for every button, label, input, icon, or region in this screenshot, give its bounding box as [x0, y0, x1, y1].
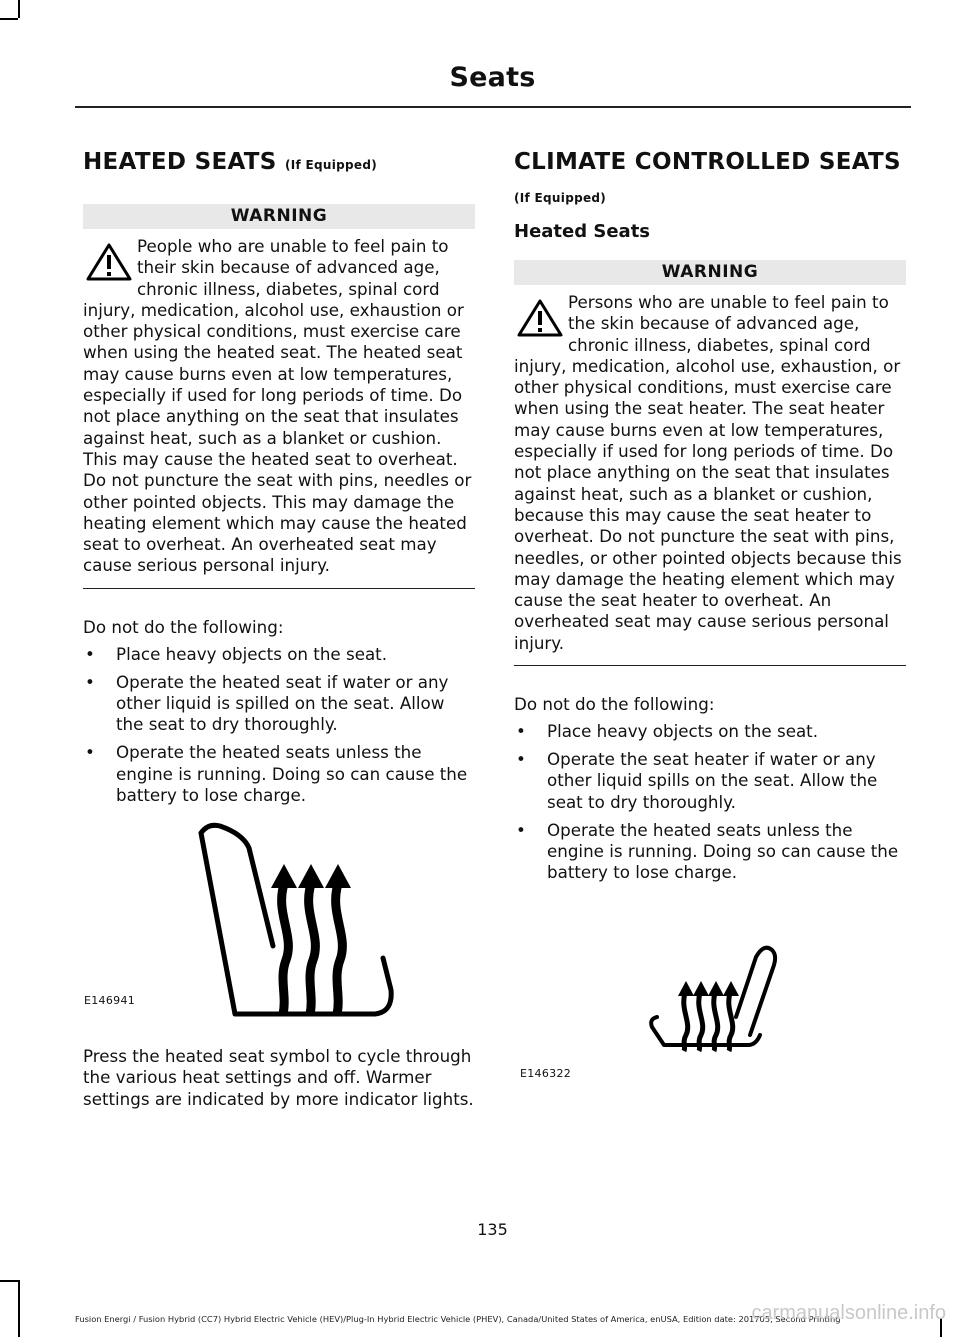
bullet-mark: • [516, 721, 526, 742]
warning-box [83, 236, 475, 589]
intro-text: Do not do the following: [83, 616, 284, 637]
heated-seat-figure [83, 818, 475, 1028]
intro-text: Do not do the following: [514, 694, 715, 715]
figure-label: E146322 [520, 1067, 572, 1081]
heated-seat-icon [83, 818, 475, 1028]
watermark: carmanualsonline.info [751, 1302, 946, 1324]
section-qualifier: (If Equipped) [284, 158, 378, 172]
footer-text: Fusion Energi / Fusion Hybrid (CC7) Hybrid Electric Vehicle (HEV)/Plug-In Hybrid Electric Vehicle (PHEV), Canada/United States of America, enUSA, Edition date: 201705, Second Printing [75, 1314, 841, 1324]
crop-mark [18, 1280, 20, 1337]
section-qualifier: (If Equipped) [514, 191, 607, 205]
bullet-list [83, 644, 475, 806]
list-item: • Operate the heated seats unless the engine is running. Doing so can cause the battery to lose charge. [85, 742, 468, 805]
instruction-text: Press the heated seat symbol to cycle through the various heat settings and off. Warmer settings are indicated by more indicator lights. [83, 1046, 474, 1109]
bullet-mark: • [85, 742, 95, 763]
warning-text: People who are unable to feel pain to their skin because of advanced age, chronic illness, diabetes, spinal cord injury, medication, alcohol use, exhaustion or other physical conditions, must exercise care when using the heated seat. The heated seat may cause burns even at low temperatures, especially if used for long periods of time. Do not place anything on the seat that insulates against heat, such as a blanket or cushion. This may cause the heated seat to overheat. Do not puncture the seat with pins, needles or other pointed objects. This may damage the heating element which may cause the heated seat to overheat. An overheated seat may cause serious personal injury. [83, 236, 472, 576]
warning-triangle-icon [514, 298, 566, 338]
bullet-mark: • [516, 749, 526, 770]
crop-mark [0, 1280, 18, 1282]
warning-header: WARNING [514, 260, 906, 285]
climate-seat-figure [514, 895, 906, 1100]
section-title-text: HEATED SEATS [83, 149, 277, 175]
bullet-list [514, 721, 906, 883]
bullet-mark: • [85, 644, 95, 665]
crop-mark [18, 0, 20, 18]
list-item: • Place heavy objects on the seat. [516, 721, 819, 742]
warning-box [514, 292, 906, 666]
figure-label: E146941 [84, 994, 136, 1008]
heated-seat-icon [514, 895, 906, 1100]
section-title: CLIMATE CONTROLLED SEATS [514, 149, 901, 175]
header-divider [75, 106, 911, 108]
list-item: • Place heavy objects on the seat. [85, 644, 388, 665]
list-item: • Operate the seat heater if water or any other liquid spills on the seat. Allow the seat to dry thoroughly. [516, 749, 878, 812]
page-number: 135 [477, 1220, 508, 1239]
warning-header: WARNING [83, 204, 475, 229]
crop-mark [0, 18, 18, 20]
subsection-title: Heated Seats [514, 221, 651, 242]
list-item: • Operate the heated seat if water or any other liquid is spilled on the seat. Allow the seat to dry thoroughly. [85, 671, 449, 735]
warning-triangle-icon [83, 242, 135, 282]
page-title: Seats [449, 62, 536, 93]
left-column [83, 147, 475, 1110]
bullet-mark: • [85, 671, 95, 692]
list-item: • Operate the heated seats unless the engine is running. Doing so can cause the battery to lose charge. [516, 819, 899, 883]
warning-text: Persons who are unable to feel pain to the skin because of advanced age, chronic illness, diabetes, spinal cord injury, medication, alcohol use, exhaustion, or other physical conditions, must exercise care when using the seat heater. The seat heater may cause burns even at low temperatures, especially if used for long periods of time. Do not place anything on the seat that insulates against heat, such as a blanket or cushion, because this may cause the seat heater to overheat. Do not puncture the seat with pins, needles, or other pointed objects because this may damage the heating element which may cause the seat heater to overheat. An overheated seat may cause serious personal injury. [514, 292, 902, 653]
right-column [514, 147, 906, 1100]
section-title [83, 147, 475, 180]
bullet-mark: • [516, 819, 526, 840]
